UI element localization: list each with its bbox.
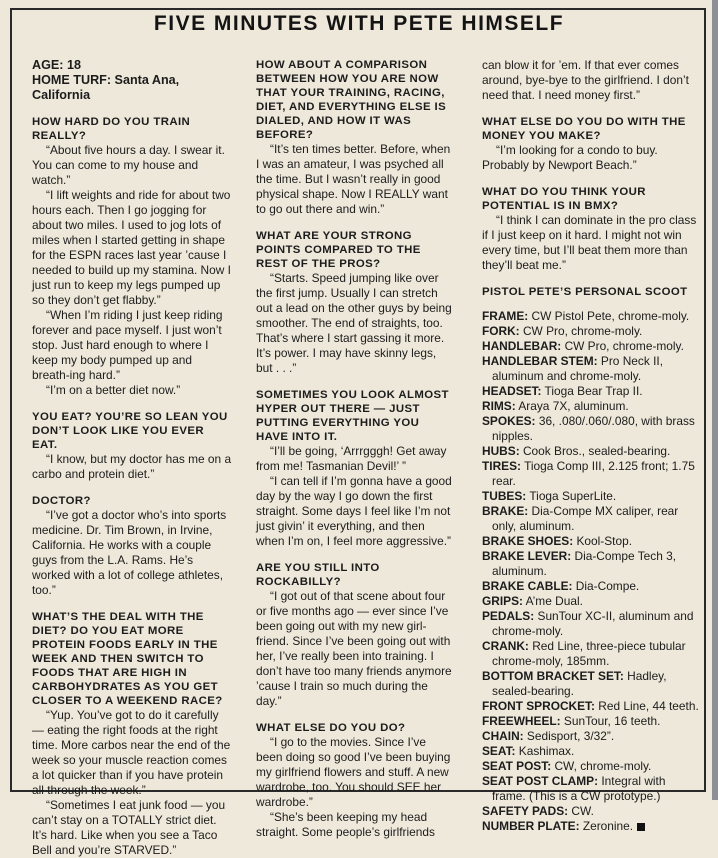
page-edge bbox=[712, 0, 718, 800]
spec-item bbox=[482, 339, 702, 354]
spec-value: CW Pro, chrome-moly. bbox=[519, 324, 643, 338]
spec-value: CW Pistol Pete, chrome-moly. bbox=[528, 309, 690, 323]
question-heading: WHAT ELSE DO YOU DO WITH THE MONEY YOU MAKE? bbox=[482, 116, 686, 142]
answer-paragraph: can blow it for ’em. If that ever comes around, bye-bye to the girlfriend. I don’t need that. I need money first.” bbox=[482, 58, 689, 102]
answer-paragraph: “I’m on a better diet now.” bbox=[46, 383, 181, 397]
spec-label: HANDLEBAR: bbox=[482, 339, 562, 353]
spec-item bbox=[482, 669, 702, 699]
spec-value: Hadley, sealed-bearing. bbox=[492, 669, 667, 698]
question-heading: WHAT DO YOU THINK YOUR POTENTIAL IS IN BMX? bbox=[482, 186, 646, 212]
question-heading: YOU EAT? YOU’RE SO LEAN YOU DON’T LOOK LIKE YOU EVER EAT. bbox=[32, 411, 228, 451]
spec-item bbox=[482, 444, 702, 459]
end-mark-icon bbox=[637, 823, 645, 831]
question-heading: HOW ABOUT A COMPARISON BETWEEN HOW YOU ARE NOW THAT YOUR TRAINING, RACING, DIET, AND EVERYTHING ELSE IS DIALED, AND HOW IT WAS BEFORE? bbox=[256, 59, 447, 141]
column-3 bbox=[482, 58, 702, 834]
spec-label: SEAT: bbox=[482, 744, 516, 758]
spec-value: SunTour, 16 teeth. bbox=[560, 714, 661, 728]
spec-value: A’me Dual. bbox=[522, 594, 583, 608]
spec-label: HEADSET: bbox=[482, 384, 542, 398]
spec-value: SunTour XC-II, aluminum and chrome-moly. bbox=[492, 609, 694, 638]
answer-paragraph: “Yup. You’ve got to do it carefully — eating the right foods at the right time. More carbos near the end of the week so your muscle reaction comes a lot quicker than if you have protein all through the week.” bbox=[32, 708, 231, 797]
spec-value: CW. bbox=[568, 804, 594, 818]
spec-heading: PISTOL PETE’S PERSONAL SCOOT bbox=[482, 286, 688, 298]
spec-item bbox=[482, 729, 702, 744]
spec-label: BRAKE CABLE: bbox=[482, 579, 573, 593]
spec-label: FORK: bbox=[482, 324, 520, 338]
spec-label: NUMBER PLATE: bbox=[482, 819, 580, 833]
spec-item bbox=[482, 534, 702, 549]
article-title: FIVE MINUTES WITH PETE HIMSELF bbox=[153, 12, 565, 35]
answer-paragraph: “It’s ten times better. Before, when I was an amateur, I was psyched all the time. But I wasn’t really in good physical shape. Now I REALLY want to go out there and win.” bbox=[256, 142, 451, 216]
spec-value: Zeronine. bbox=[579, 819, 634, 833]
spec-value: Tioga SuperLite. bbox=[526, 489, 617, 503]
answer-paragraph: “I think I can dominate in the pro class if I just keep on it hard. I might not win every time, but I’ll beat them more than they’ll beat me.” bbox=[482, 213, 697, 272]
spec-item bbox=[482, 744, 702, 759]
answer-paragraph: “I got out of that scene about four or five months ago — ever since I’ve been going out with my new girl-friend. Since I’ve been going out with her, I’ve really been into training. I don’t have too many friends anymore ’cause I train so much during the day.” bbox=[256, 589, 452, 708]
spec-label: RIMS: bbox=[482, 399, 516, 413]
spec-value: Red Line, three-piece tubular chrome-moly, 185mm. bbox=[492, 639, 686, 668]
spec-value: Dia-Compe Tech 3, aluminum. bbox=[492, 549, 677, 578]
answer-paragraph: “Starts. Speed jumping like over the first jump. Usually I can stretch out a lead on the other guys by being smoother. The end of straights, too. That’s where I start gassing it more. It’s power. I may have skinny legs, but . . .” bbox=[256, 271, 452, 375]
spec-item bbox=[482, 609, 702, 639]
spec-item bbox=[482, 504, 702, 534]
spec-label: BOTTOM BRACKET SET: bbox=[482, 669, 624, 683]
spec-item bbox=[482, 384, 702, 399]
question-heading: ARE YOU STILL INTO ROCKABILLY? bbox=[256, 562, 380, 588]
spec-label: GRIPS: bbox=[482, 594, 523, 608]
spec-value: 36, .080/.060/.080, with brass nipples. bbox=[492, 414, 695, 443]
spec-item bbox=[482, 399, 702, 414]
spec-value: Tioga Comp III, 2.125 front; 1.75 rear. bbox=[492, 459, 695, 488]
spec-label: HUBS: bbox=[482, 444, 520, 458]
spec-item bbox=[482, 594, 702, 609]
answer-paragraph: “Sometimes I eat junk food — you can’t stay on a TOTALLY strict diet. It’s hard. Like when you see a Taco Bell and you’re STARVED.” bbox=[32, 798, 226, 857]
spec-item bbox=[482, 579, 702, 594]
question-heading: WHAT’S THE DEAL WITH THE DIET? DO YOU EAT MORE PROTEIN FOODS EARLY IN THE WEEK AND THEN SWITCH TO FOODS THAT ARE HIGH IN CARBOHYDRATES AS YOU GET CLOSER TO A WEEKEND RACE? bbox=[32, 611, 223, 707]
spec-item bbox=[482, 309, 702, 324]
spec-label: CRANK: bbox=[482, 639, 529, 653]
spec-label: CHAIN: bbox=[482, 729, 524, 743]
spec-item bbox=[482, 549, 702, 579]
spec-label: FREEWHEEL: bbox=[482, 714, 561, 728]
spec-value: Kashimax. bbox=[515, 744, 575, 758]
spec-item bbox=[482, 354, 702, 384]
spec-item bbox=[482, 459, 702, 489]
question-heading: SOMETIMES YOU LOOK ALMOST HYPER OUT THERE — JUST PUTTING EVERYTHING YOU HAVE INTO IT. bbox=[256, 389, 449, 443]
spec-item bbox=[482, 759, 702, 774]
spec-label: BRAKE SHOES: bbox=[482, 534, 574, 548]
answer-paragraph: “She’s been keeping my head straight. Some people’s girlfriends bbox=[256, 810, 435, 839]
answer-paragraph: “I lift weights and ride for about two hours each. Then I go jogging for about two miles. I used to jog lots of miles when I started getting in shape for the ESPN races last year ’cause I needed to build up my stamina. Now I just run to keep my legs pumped up so they don’t get flabby.” bbox=[32, 188, 231, 307]
answer-paragraph: “About five hours a day. I swear it. You can come to my house and watch.” bbox=[32, 143, 225, 187]
spec-value: Integral with frame. (This is a CW prototype.) bbox=[492, 774, 666, 803]
spec-label: TUBES: bbox=[482, 489, 527, 503]
question-heading: HOW HARD DO YOU TRAIN REALLY? bbox=[32, 116, 191, 142]
column-2 bbox=[256, 58, 452, 840]
spec-item bbox=[482, 639, 702, 669]
answer-paragraph: “I’m looking for a condo to buy. Probably by Newport Beach.” bbox=[482, 143, 658, 172]
answer-paragraph: “I know, but my doctor has me on a carbo and protein diet.” bbox=[32, 452, 232, 481]
spec-label: TIRES: bbox=[482, 459, 521, 473]
answer-paragraph: “I’ve got a doctor who’s into sports medicine. Dr. Tim Brown, in Irvine, California. He works with a couple guys from the L.A. Rams. He’s worked with a lot of college athletes, too.” bbox=[32, 508, 227, 597]
spec-label: SEAT POST CLAMP: bbox=[482, 774, 599, 788]
spec-value: Sedisport, 3/32”. bbox=[523, 729, 615, 743]
spec-item bbox=[482, 804, 702, 819]
spec-value: Araya 7X, aluminum. bbox=[515, 399, 629, 413]
spec-item bbox=[482, 324, 702, 339]
answer-paragraph: “I’ll be going, ‘Arrrgggh! Get away from me! Tasmanian Devil!’ ” bbox=[256, 444, 447, 473]
spec-label: HANDLEBAR STEM: bbox=[482, 354, 598, 368]
spec-label: PEDALS: bbox=[482, 609, 535, 623]
spec-value: Dia-Compe. bbox=[572, 579, 640, 593]
spec-item bbox=[482, 414, 702, 444]
spec-label: FRAME: bbox=[482, 309, 529, 323]
spec-value: CW, chrome-moly. bbox=[551, 759, 652, 773]
spec-label: FRONT SPROCKET: bbox=[482, 699, 595, 713]
spec-item bbox=[482, 819, 702, 834]
column-1 bbox=[32, 58, 232, 858]
spec-label: SPOKES: bbox=[482, 414, 536, 428]
spec-value: Red Line, 44 teeth. bbox=[594, 699, 699, 713]
spec-value: Tioga Bear Trap II. bbox=[541, 384, 643, 398]
question-heading: WHAT ELSE DO YOU DO? bbox=[256, 722, 406, 734]
spec-item bbox=[482, 699, 702, 714]
question-heading: DOCTOR? bbox=[32, 495, 91, 507]
age: AGE: 18 bbox=[32, 58, 81, 72]
answer-paragraph: “I go to the movies. Since I’ve been doing so good I’ve been buying my girlfriend flowers and stuff. A new wardrobe, too. You should SEE her wardrobe.” bbox=[256, 735, 451, 809]
answer-paragraph: “I can tell if I’m gonna have a good day by the way I go down the first straight. Some days I feel like I’m not just givin’ it everything, and then when I’m on, I feel more aggressive.” bbox=[256, 474, 452, 548]
spec-value: Dia-Compe MX caliper, rear only, aluminum. bbox=[492, 504, 679, 533]
answer-paragraph: “When I’m riding I just keep riding forever and pace myself. I just won’t stop. Just hard enough to where I keep my body pumped up and breath-ing hard.” bbox=[32, 308, 223, 382]
spec-item bbox=[482, 714, 702, 729]
spec-value: CW Pro, chrome-moly. bbox=[561, 339, 684, 353]
spec-label: BRAKE LEVER: bbox=[482, 549, 572, 563]
spec-label: SEAT POST: bbox=[482, 759, 552, 773]
spec-value: Kool-Stop. bbox=[573, 534, 632, 548]
spec-label: SAFETY PADS: bbox=[482, 804, 569, 818]
spec-item bbox=[482, 489, 702, 504]
home-turf: HOME TURF: Santa Ana, California bbox=[32, 73, 180, 102]
question-heading: WHAT ARE YOUR STRONG POINTS COMPARED TO THE REST OF THE PROS? bbox=[256, 230, 421, 270]
spec-value: Pro Neck II, aluminum and chrome-moly. bbox=[492, 354, 664, 383]
spec-label: BRAKE: bbox=[482, 504, 529, 518]
spec-list bbox=[482, 309, 702, 834]
spec-value: Cook Bros., sealed-bearing. bbox=[519, 444, 671, 458]
